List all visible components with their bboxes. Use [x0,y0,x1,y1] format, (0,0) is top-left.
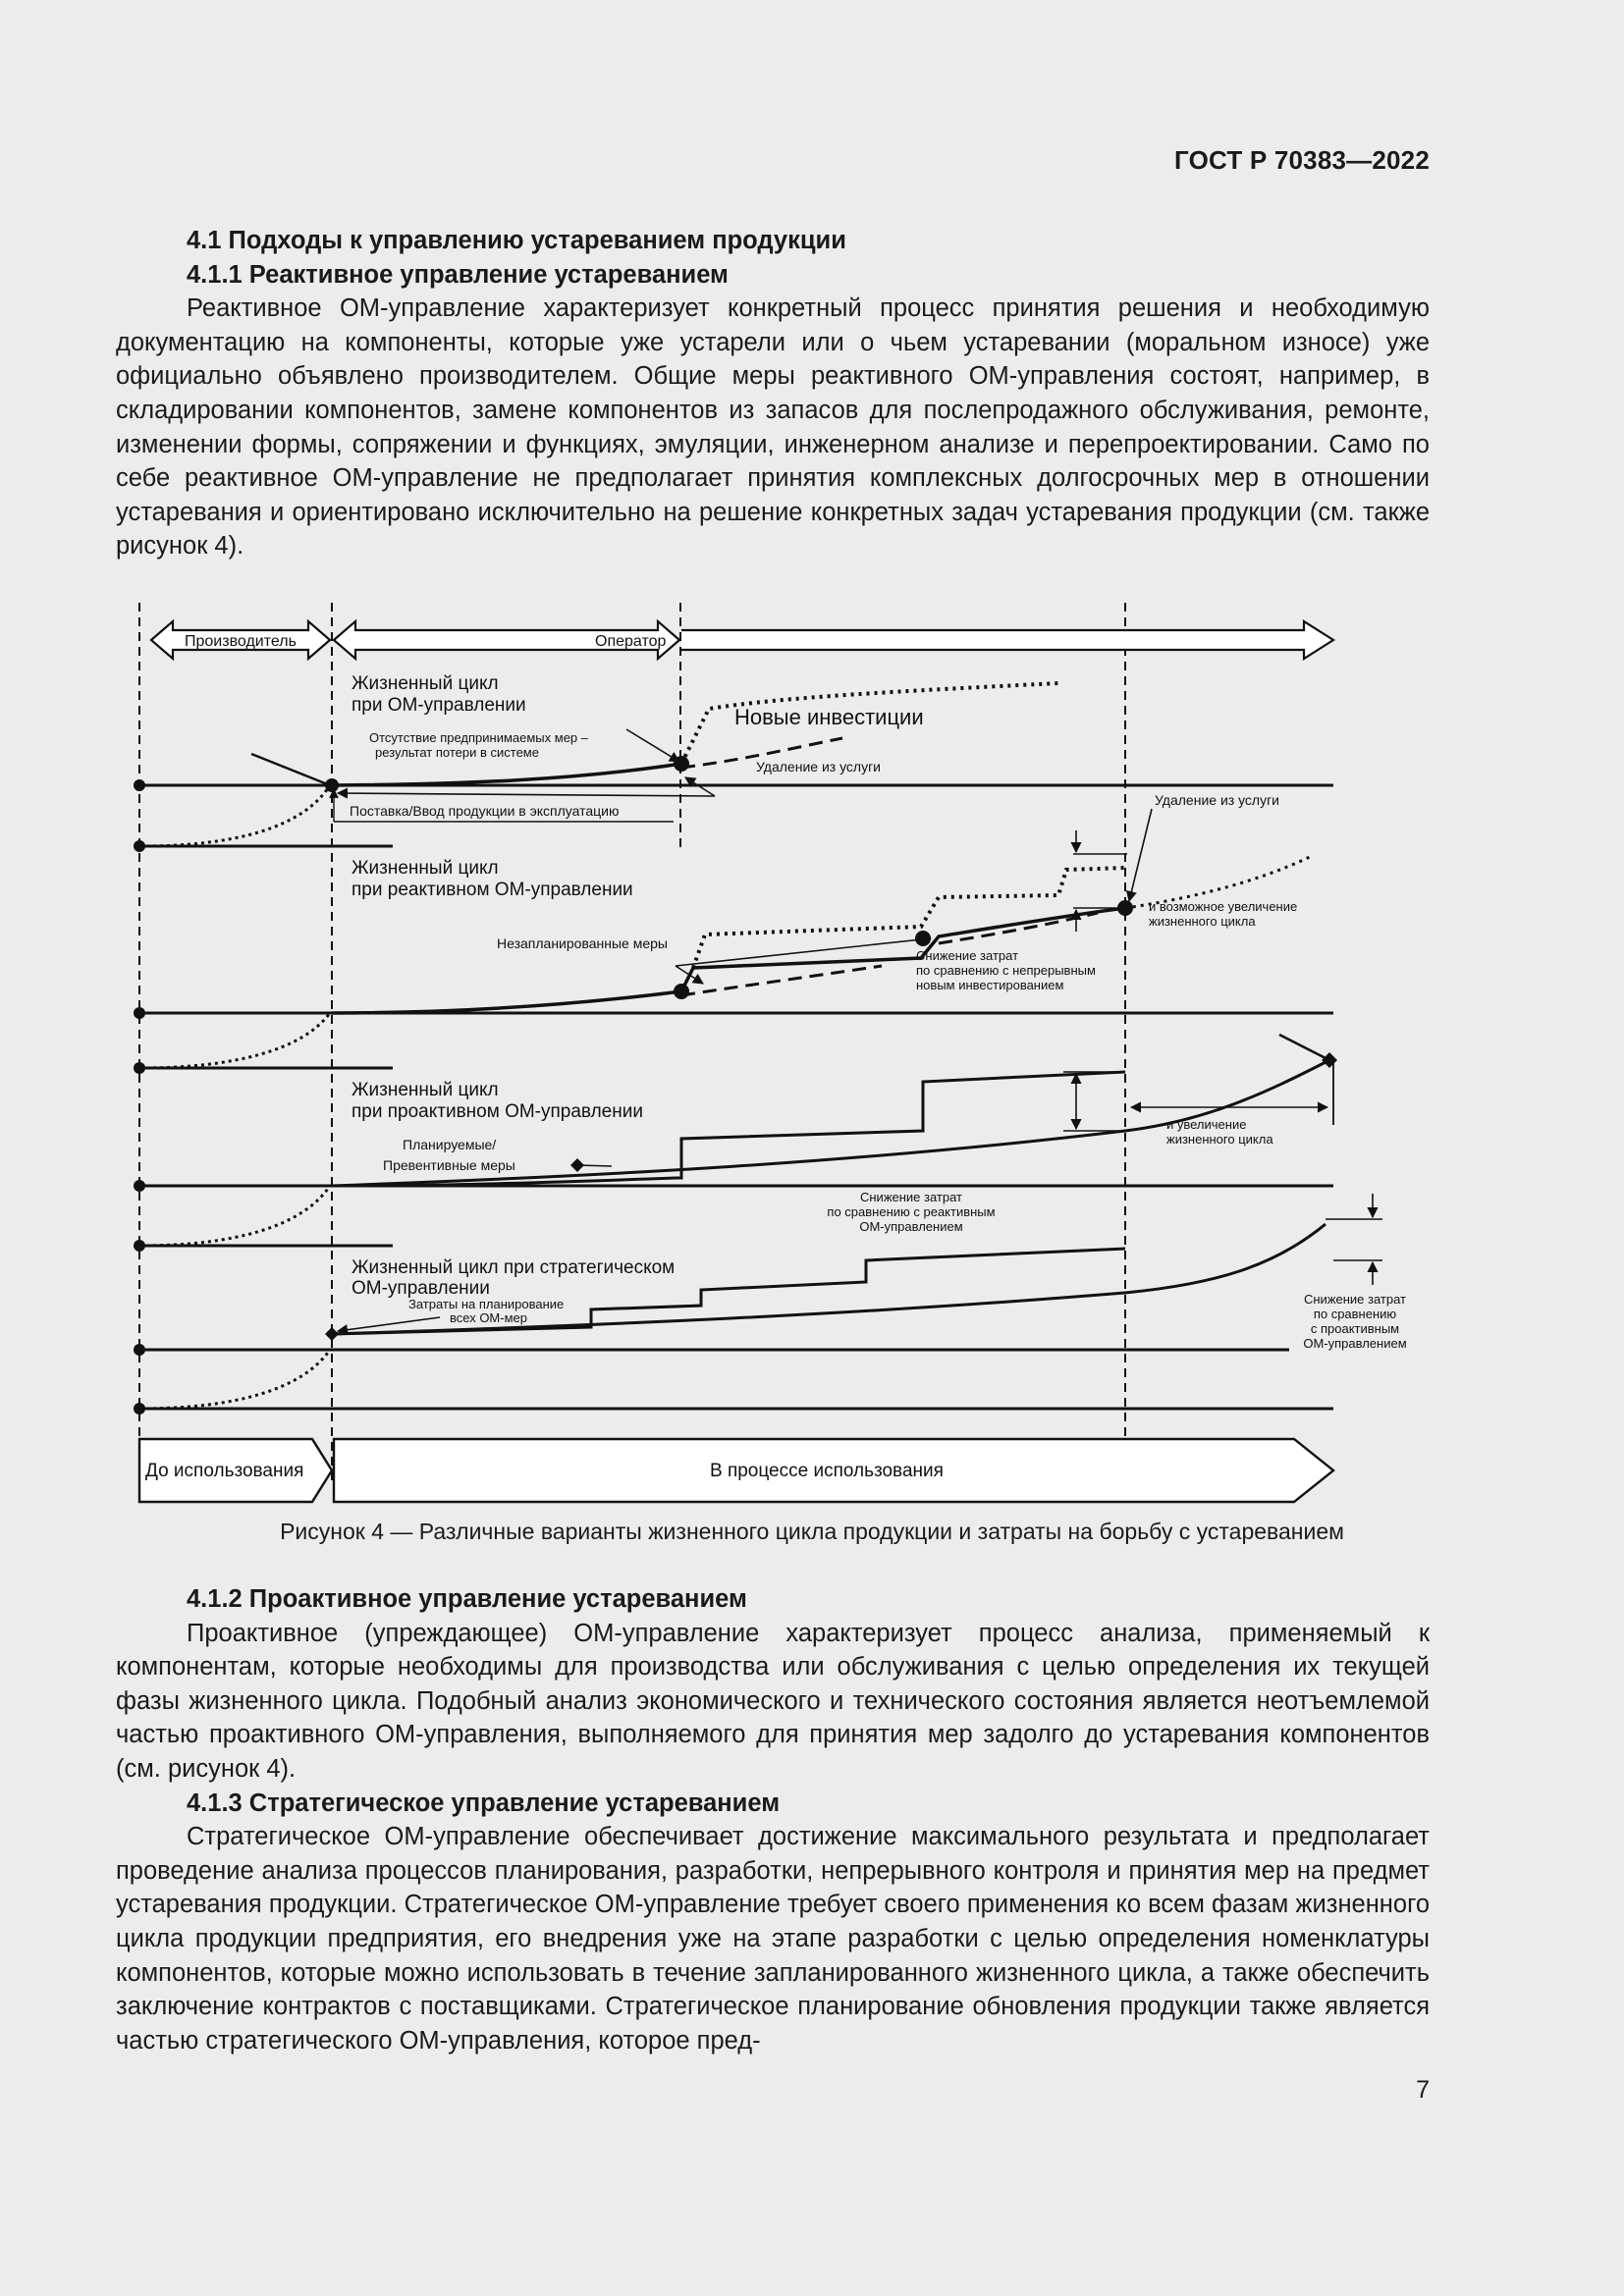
node-dot [674,984,689,999]
paragraph-4-1-1: Реактивное ОМ-управление характеризует конкретный процесс принятия решения и необходимую документацию на компоненты, которые уже устарели или о чьем устаревании (моральном износе) уже официально объявлено производителем. Общие меры реактивного ОМ-управления состоят, например, в складировании компонентов, замене компонентов из запасов для послепродажного обслуживания, ремонте, изменении формы, сопряжении и функциях, эмуляции, инженерном анализе и перепроектировании. Само по себе реактивное ОМ-управление не предполагает принятия комплексных долгосрочных мер в отношении устаревания и ориентировано исключительно на решение конкретных задач устаревания продукции (см. также рисунок 4). [116,294,1430,561]
proactive-title: при проактивном ОМ-управлении [352,1101,643,1122]
om-title: Жизненный цикл [352,673,499,694]
node-dot [134,1062,145,1074]
reactive-removal-curve [681,966,882,995]
proactive-cost-label: Снижение затрат [859,1190,963,1204]
arrow-label: Оператор [595,633,667,650]
node-dot [134,1180,145,1192]
pointer-line [338,793,715,796]
om-title: при ОМ-управлении [352,695,526,716]
heading-4-1-1: 4.1.1 Реактивное управление устареванием [187,260,729,289]
node-diamond [570,1158,584,1172]
figure-4 [116,593,1432,1511]
crossing-line [251,754,330,785]
delivery-label: Поставка/Ввод продукции в эксплуатацию [350,803,620,819]
start-curve [139,785,330,846]
node-dot [134,1240,145,1252]
proactive-extension-label: и увеличение [1166,1117,1247,1132]
removal-label: Удаление из услуги [756,759,882,774]
strategic-cost-label: ОМ-управлением [1303,1336,1407,1351]
proactive-cost-label: по сравнению с реактивным [827,1204,996,1219]
strategic-cost-label: по сравнению [1313,1307,1397,1321]
node-dot [134,840,145,852]
figure-caption: Рисунок 4 — Различные варианты жизненного цикла продукции и затраты на борьбу с устареванием [280,1519,1344,1544]
planning-costs-label: всех ОМ-мер [450,1310,527,1325]
reactive-removal-label: Удаление из услуги [1155,792,1280,808]
extension-label: и возможное увеличение [1149,899,1298,914]
reactive-cost-label: Снижение затрат [916,948,1019,963]
crossing-line [1279,1035,1329,1060]
proactive-cost-label: ОМ-управлением [859,1219,963,1234]
paragraph-4-1-2: Проактивное (упреждающее) ОМ-управление характеризует процесс анализа, применяемый к компонентам, которые необходимы для производства или обслуживания с целью определения их текущей фазы жизненного цикла. Подобный анализ экономического и технического состояния является неотъемлемой частью проактивного ОМ-управления, выполняемого для принятия мер задолго до устаревания компонентов (см. рисунок 4). [116,1619,1430,1783]
planned-label: Планируемые/ [403,1137,497,1152]
strategic-title: ОМ-управлении [352,1278,490,1299]
pointer-line [338,1317,440,1331]
node-diamond [325,1327,339,1341]
start-curve [139,1350,330,1409]
pointer-line [1129,809,1152,901]
arrow-label: До использования [145,1461,304,1481]
reactive-curve [332,991,681,1013]
unplanned-label: Незапланированные меры [497,935,668,951]
node-dot [134,779,145,791]
strategic-cost-label: с проактивным [1310,1321,1400,1336]
section-proactive-strategic [116,1582,1430,2057]
heading-4-1: 4.1 Подходы к управлению устареванием продукции [187,227,846,254]
new-investments-label: Новые инвестиции [734,705,924,729]
node-dot [134,1007,145,1019]
arrow-label: В процессе использования [710,1461,944,1481]
reactive-removal-curve [939,913,1098,943]
reactive-title: Жизненный цикл [352,858,499,879]
pointer-line [626,729,679,762]
node-dot [915,931,931,946]
start-curve [139,1013,330,1068]
arrow-label: Производитель [185,633,297,650]
extension-label: жизненного цикла [1149,914,1256,929]
proactive-extension-label: жизненного цикла [1166,1132,1273,1147]
node-dot [134,1344,145,1356]
planned-label: Превентивные меры [383,1157,515,1173]
proactive-title: Жизненный цикл [352,1080,499,1100]
om-lifecycle-curve [332,764,681,785]
page-number: 7 [1416,2076,1430,2104]
node-dot [134,1403,145,1415]
node-dot [674,756,689,772]
start-curve [139,1186,330,1246]
strategic-cost-label: Снижение затрат [1303,1292,1407,1307]
paragraph-4-1-3: Стратегическое ОМ-управление обеспечивает достижение максимального результата и предполагает проведение анализа процессов планирования, разработки, непрерывного контроля и принятия мер на предмет устаревания продукции. Стратегическое ОМ-управление требует своего применения ко всем фазам жизненного цикла продукции предприятия, его внедрения уже на этапе разработки с целью определения номенклатуры компонентов, которые можно использовать в течение запланированного жизненного цикла, а также обеспечить заключение контрактов с поставщиками. Стратегическое планирование обновления продукции также является частью стратегического ОМ-управления, которое пред- [116,1823,1430,2055]
heading-4-1-3: 4.1.3 Стратегическое управление устареванием [187,1789,781,1817]
node-diamond [1322,1052,1337,1068]
heading-4-1-2: 4.1.2 Проактивное управление устареванием [187,1585,747,1613]
planning-costs-label: Затраты на планирование [408,1297,565,1311]
section-reactive [116,224,1430,563]
reactive-title: при реактивном ОМ-управлении [352,880,633,900]
om-annotation: результат потери в системе [375,745,539,760]
reactive-cost-label: по сравнению с непрерывным [916,963,1096,978]
node-dot [325,778,339,792]
reactive-cost-label: новым инвестированием [916,978,1064,992]
standard-number: ГОСТ Р 70383—2022 [1174,145,1430,175]
lifecycle-diagram [116,593,1432,1511]
node-dot [1117,900,1133,916]
om-annotation: Отсутствие предпринимаемых мер – [369,730,588,745]
strategic-title: Жизненный цикл при стратегическом [352,1257,676,1278]
operator-continuation-arrow [681,621,1333,659]
